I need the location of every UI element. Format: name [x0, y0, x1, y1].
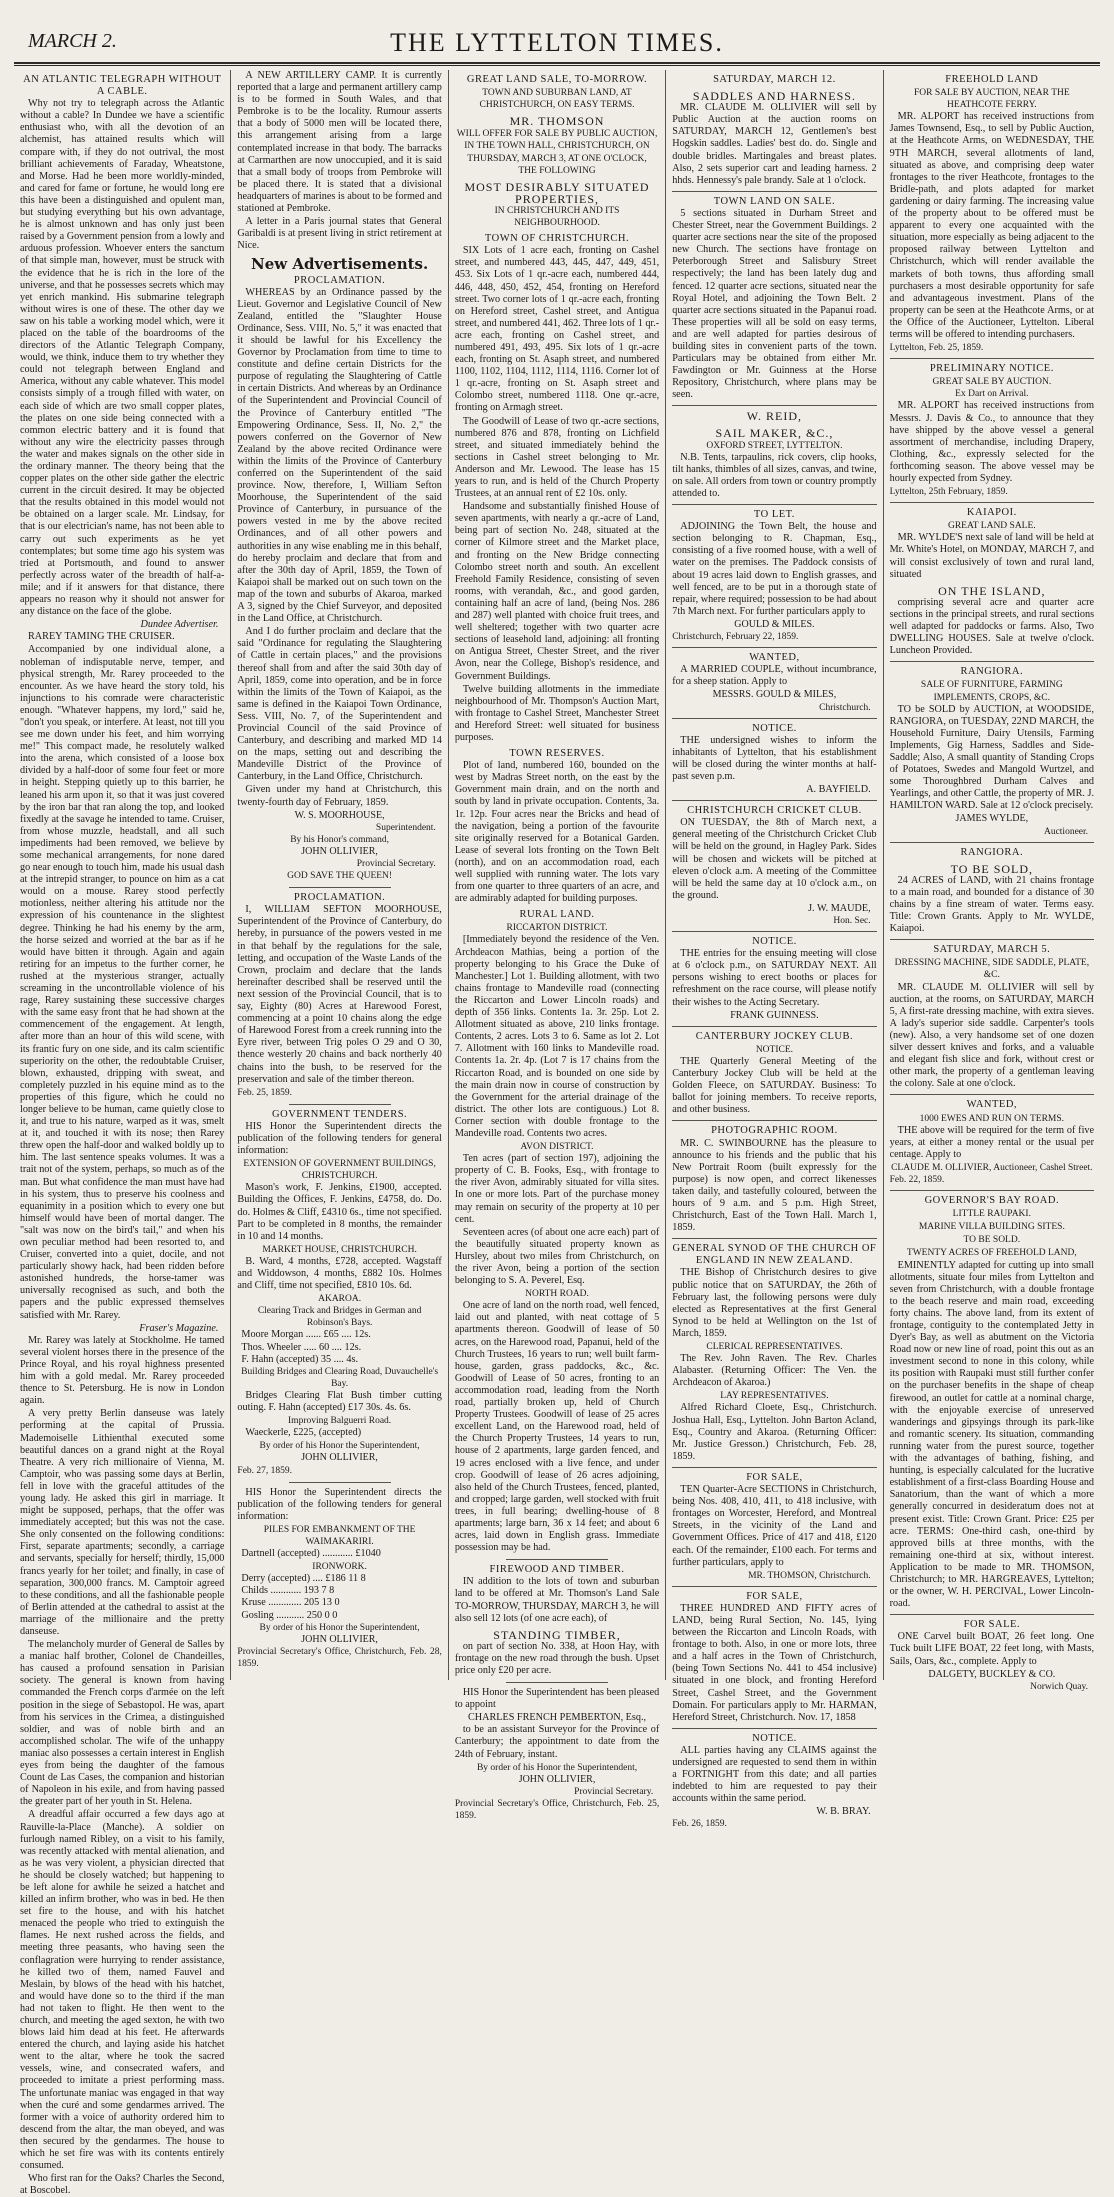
- ad-body: MR. C. SWINBOURNE has the pleasure to announce to his friends and the public that his New Portrait Room (built expressly for the purpose) is now open, and correct likenesses taken daily, and tastefully coloured, between the hours of 9 a.m. and 5 p.m. High Street, Christchurch, East of the Town Hall. March 1, 1859.: [672, 1137, 877, 1234]
- ad-body: 5 sections situated in Durham Street and Chester Street, near the Government Buildings. 2 quarter acre sections near the site of the proposed new Church. The sections have frontage on Peterborough Street and Salisbury Street respectively; the land has been lately dug and fenced. 12 quarter acre sections, situated near the Royal Hotel, and adjoining the Town Belt. 2 quarter acre sections situated in the Papanui road. These properties will all be sold on easy terms, and are well adapted for parties desirous of building sites in convenient parts of the town. Particulars may be obtained from either Mr. Fawdington or Mr. Guinness at the Horse Repository, Christchurch, where plans may be seen.: [672, 207, 877, 401]
- ad-body: THE above will be required for the term of five years, at either a money rental or the usual per centage. Apply to: [889, 1124, 1095, 1160]
- notice-subheading: Building Bridges and Clearing Road, Duvauchelle's Bay.: [241, 1366, 439, 1389]
- signature-title: Provincial Secretary.: [356, 859, 436, 869]
- divider: [672, 800, 876, 801]
- ad-heading: NOTICE.: [752, 1732, 797, 1744]
- ad-body: [Immediately beyond the residence of the Ven. Archdeacon Mathias, being a portion of the property belonging to his Grace the Duke of Manchester.] Lot 1. Building allotment, with two chains frontage to Mandeville road (connecting the Riccarton and Lower Lincoln roads) and depth of 356 links. Contents 1a. 3r. 25p. Lot 2. Allotment situated as above, 210 links frontage. Contents, 2 acres. Lots 3 to 6. Same as lot 2. Lot 7. Allotment with 160 links to Mandeville road. Contents 1a. 2r. 4p. (Lot 7 is 17 chains from the Riccarton Road, and is bounded on one side by the main drain now in course of construction by the Government for the arterial drainage of the district. The other lots are contiguous.) Lot 8. Corner section with double frontage to the Mandeville road. Contents two acres.: [454, 934, 660, 1139]
- signature: MESSRS. GOULD & MILES,: [712, 689, 837, 701]
- signature: FRANK GUINNESS.: [730, 1009, 819, 1021]
- divider: [890, 842, 1094, 843]
- ad-heading: SADDLES AND HARNESS.: [692, 89, 856, 104]
- ad-subheading: FOR SALE BY AUCTION, NEAR THE HEATHCOTE FERRY.: [913, 88, 1070, 111]
- ad-body: MR. ALPORT has received instructions from James Townsend, Esq., to sell by Public Auction, at the Heathcote Arms, on WEDNESDAY, THE 9TH MARCH, several allotments of land, situated as above, and comprising deep water frontages to the river Heathcote, frontages to the Bridle-path, and plots adapted for market gardening or dairy farming. The increasing value of the property about to be offered must be apparent to every one acquainted with the situation, more especially as being adjacent to the proposed railway between Lyttelton and Christchurch, which will render available the markets of both towns, thus affording small purchasers a most desirable opportunity for safe and advantageous investment. Plans of the property can be seen at the Heathcote Arms, or at the Office of the Auctioneer, Lyttelton. Liberal terms will be offered to intending purchasers.: [889, 111, 1095, 340]
- signature: CLAUDE M. OLLIVIER, Auctioneer, Cashel Street.: [891, 1162, 1093, 1173]
- signature: DALGETY, BUCKLEY & CO.: [928, 1668, 1056, 1680]
- notice-heading: PROCLAMATION.: [293, 274, 386, 286]
- ad-heading: WANTED,: [966, 1099, 1018, 1111]
- ad-heading: TO BE SOLD,: [950, 861, 1034, 876]
- ad-body: MR. CLAUDE M. OLLIVIER will sell by Public Auction at the auction rooms on SATURDAY, MARCH 12, Gentlemen's best Hogskin saddles. Ladies' best do. do. Single and double bridles. Martingales and breast plates. Also, 2 sets superior cart and leading harness. 2 hhds. Hennessy's pale brandy. Sale at 1 o'clock.: [672, 102, 877, 186]
- notice-body: to be an assistant Surveyor for the Province of Canterbury; the appointment to date from the 24th of February, instant.: [454, 1724, 660, 1760]
- divider: [672, 718, 876, 719]
- ad-subheading: NOTICE.: [755, 1044, 794, 1055]
- divider: [890, 502, 1094, 503]
- divider: [890, 1190, 1094, 1191]
- ad-date: Lyttelton, Feb. 25, 1859.: [889, 343, 984, 354]
- ad-heading: FOR SALE,: [746, 1471, 803, 1483]
- ad-body: The Goodwill of Lease of two qr.-acre sections, numbered 876 and 878, fronting on Lichfield street, and situated immediately behind the sections in Cashel street belonging to Mr. Anderson and Mr. Lewood. The lease has 15 years to run, and is held of the Church Property Trustees, at an annual rent of £2 10s. only.: [454, 415, 660, 500]
- ad-subheading: TO BE SOLD.: [963, 1235, 1021, 1246]
- divider: [289, 1482, 391, 1483]
- ad-body: comprising several acre and quarter acre sections in the principal streets, and rural sections well adapted for paddocks or farms. Also, Two DWELLING HOUSES. Sale at twelve o'clock. Luncheon Provided.: [889, 596, 1095, 657]
- ad-heading: SAIL MAKER, &C.,: [715, 425, 834, 440]
- signature: A. BAYFIELD.: [806, 784, 871, 796]
- article-source: Dundee Advertiser.: [140, 619, 219, 631]
- ad-body: Twelve building allotments in the immediate neighbourhood of Mr. Thompson's Auction Mart, with frontage to Cashel Street, Manchester Street and Hereford Street: well situated for business purposes.: [454, 683, 660, 743]
- ad-body: Seventeen acres (of about one acre each) part of the beautifully situated property known as Hursley, about two miles from Christchurch, on the river Avon, being a portion of the section belonging to S. A. Peverel, Esq.: [454, 1226, 660, 1287]
- ad-body: THE entries for the ensuing meeting will close at 6 o'clock p.m., on SATURDAY NEXT. All persons wishing to erect booths or places for refreshment on the race course, will please notify their wishes to the Acting Secretary.: [672, 948, 877, 1008]
- ad-line: Ex Dart on Arrival.: [955, 389, 1029, 400]
- article-heading: AN ATLANTIC TELEGRAPH WITHOUT A CABLE.: [23, 74, 222, 98]
- ad-heading: W. REID,: [746, 409, 803, 424]
- ad-subheading: OXFORD STREET, LYTTELTON.: [706, 440, 843, 451]
- ad-subheading: CLERICAL REPRESENTATIVES.: [706, 1342, 843, 1352]
- ad-heading: SATURDAY, MARCH 5.: [933, 944, 1051, 956]
- divider: [506, 1682, 608, 1683]
- signature-title: Hon. Sec.: [833, 916, 871, 926]
- order-line: By order of his Honor the Superintendent,: [259, 1622, 420, 1633]
- ad-body: ALL parties having any CLAIMS against the undersigned are requested to send them in within a FORTNIGHT from this date; and all parties indebted to him are requested to pay their accounts within the same period.: [672, 1744, 877, 1805]
- notice-body: I, WILLIAM SEFTON MOORHOUSE, Superintendent of the Province of Canterbury, do hereby, in pursuance of the powers vested in me in that behalf by the regulations for the sale, letting, and occupation of the Waste Lands of the Crown, proclaim and declare that the lands hereinafter described shall be reserved until the next session of the Provincial Council, that is to say, Eighty (80) Acres at Harewood Forest, commencing at a point 10 chains along the edge of Harewood Forest from a creek running into the Eyre river, between Trig poles O 29 and O 30, thence westerly 20 chains and back northerly 40 chains into the bush, to be reserved for the preservation and sale of the timber thereon.: [237, 904, 442, 1085]
- ad-subheading: RURAL LAND.: [519, 909, 595, 921]
- ad-heading: PHOTOGRAPHIC ROOM.: [711, 1125, 838, 1137]
- divider: [289, 887, 391, 888]
- divider: [289, 1104, 391, 1105]
- divider: [672, 1586, 876, 1587]
- ad-body: SIX Lots of 1 acre each, fronting on Cashel street, and numbered 443, 445, 447, 449, 451, 453. Six Lots of 1 qr.-acre each, numbered 444, 446, 448, 450, 452, 454, fronting on Hereford street. Two corner lots of 1 qr.-acre each, fronting on Hereford street, Cashel street, and Antigua street, and numbered 441, 462. Three lots of 1 qr.-acre each, fronting on Cashel street, and numbered 491, 493, 495. Six lots of 1 qr.-acre each, fronting on St. Asaph street, and numbered 1100, 1102, 1104, 1112, 1114, 1116. Corner lot of 1 qr.-acre, fronting on St. Asaph street and Colombo street, numbered 1118. One qr.-acre, fronting on Armagh street.: [454, 245, 660, 414]
- column-5: [884, 70, 1100, 1692]
- ad-heading: FIREWOOD AND TIMBER.: [489, 1564, 625, 1576]
- issue-date: MARCH 2.: [28, 30, 117, 52]
- ad-body: One acre of land on the north road, well fenced, laid out and planted, with neat cottage of 5 apartments thereon. Goodwill of lease of 50 acres, on the Harewood road, Papanui, held of the Church Trustees, 16 years to run; well built farm-house, garden, grass paddocks, &c., &c. Goodwill of Lease of 50 acres, fronting to an accommodation road, leading from the North road, partially broken up, held of Church Property Trustees. Goodwill of lease of 25 acres excellent Land, on the Harewood road, held of the Church Property Trustees, 14 years to run, house of 2 apartments, large garden fenced, and 19 acres enclosed with a live fence, and under crop. Goodwill of lease of 26 acres adjoining, also held of the Church Trustees, fenced, planted, and cropped; large garden, well stocked with fruit trees, in full bearing; dwelling-house of 8 apartments; large barn, 36 x 14 feet; and about 6 acres, laid down in English grass. Immediate possession may be had.: [454, 1300, 660, 1554]
- tender-list: [237, 1548, 441, 1560]
- signature: MR. THOMSON, Christchurch.: [748, 1570, 871, 1581]
- ad-heading: CANTERBURY JOCKEY CLUB.: [695, 1030, 854, 1042]
- article-body: Accompanied by one individual alone, a nobleman of indisputable nerve, temper, and physical strength, Mr. Rarey proceeded to the encounter. As we have heard the story told, his injunctions to his comrade were characteristic enough. "Whatever happens, my lord," said he, "don't you speak, or interfere. At least, not till you see me down under his feet, and him worrying me!" This compact made, he resolutely walked into the arena, which consisted of a loose box divided by a half-door of some four feet or more in height. Stepping quietly up to this barrier, he leaned his arm upon it, so that it was just covered by the iron bar that ran along the top, and looked fixedly at the savage he intended to tame. Cruiser, from whose muzzle, headstall, and all such impediments had been removed, we believe by some mechanical arrangements, for none dared go near enough to touch him, made his usual dash at the intrepid stranger, to pounce on him as a cat would on a mouse. Rarey stood perfectly motionless, neither altering his attitude nor the expression of his countenance in the slightest degree. Thinking he had his enemy by the arm, the horse seized and worried at the bar as if he would have bitten it through. Again and again retiring for an impetus to the further corner, he rushed at the mysterious stranger, actually screaming in the uncontrollable violence of his rage, Rarey sustaining these successive charges with the same easy front that he had shown at the commencement of the engagement. At length, after more than an hour of this wild scene, with its frantic fury on one side, and its calm scientific superiority on the other, the redoubtable Cruiser, blown, exhausted, dripping with sweat, and completely puzzled in his equine mind as to the properties of this figure, which he could no longer believe to be human, came quietly close to it, and true to his nature, warped as it was, smelt at it, and touched it with its nose; then Rarey threw open the half-door and walked boldly up to him. The last sentence speaks volumes. It was a trait not of the system, perhaps, so much as of the man. But what confidence the man must have had in his system, thus to preserve his coolness and equanimity in a position which to every one but himself would have been of mortal danger. The "salt was now on the bird's tail," and when his own peculiar method had been resorted to, and Cruiser, converted into a quiet, docile, and not particularly showy hack, had been ridden before astonished hundreds, the horse-tamer was universally recognised as such, and both the papers and the public expressed themselves satisfied with Mr. Rarey.: [20, 644, 225, 1321]
- ad-body: Ten acres (part of section 197), adjoining the property of C. B. Fooks, Esq., with frontage to the river Avon, admirably situated for villa sites. In one or more lots. Part of the purchase money may remain on security of the property at 10 per cent.: [454, 1153, 660, 1225]
- ad-date: Christchurch, February 22, 1859.: [672, 632, 799, 643]
- divider: [890, 1614, 1094, 1615]
- article-body: Mr. Rarey was lately at Stockholme. He tamed several violent horses there in the presence of the Prince Royal, and his royal highness presented him with a gold medal. Mr. Rarey proceeded thence to St. Petersburg. He is now in London again.: [20, 1334, 225, 1407]
- order-line: By order of his Honor the Superintendent,: [259, 1441, 420, 1452]
- ad-heading: WANTED,: [749, 652, 800, 664]
- signature: JOHN OLLIVIER,: [301, 845, 378, 857]
- ad-heading: PRELIMINARY NOTICE.: [929, 363, 1054, 375]
- article-body: A NEW ARTILLERY CAMP. It is currently reported that a large and permanent artillery camp is to be formed in South Wales, and that Pembroke is to be the locality. Rumour asserts that a body of 5000 men will be located there, this arrangement arising from a large contemplated increase in that body. The barracks at Carmarthen are now unoccupied, and it is said that a small body of troops from Pembroke will be placed there. It is stated that a divisional headquarters of marines is about to be formed and stationed at Pembroke.: [237, 70, 442, 215]
- signature: W. B. BRAY.: [816, 1806, 871, 1818]
- article-heading-inline: RAREY TAMING THE CRUISER.: [28, 631, 175, 643]
- notice-subheading: PILES FOR EMBANKMENT OF THE WAIMAKARIRI.: [263, 1524, 416, 1547]
- ad-subheading: 1000 EWES AND RUN ON TERMS.: [919, 1113, 1065, 1124]
- notice-heading: PROCLAMATION.: [293, 892, 386, 904]
- ad-heading: RANGIORA.: [960, 666, 1024, 678]
- notice-subheading: Clearing Track and Bridges in German and Robinson's Bays.: [257, 1306, 422, 1329]
- divider: [506, 1559, 608, 1560]
- divider: [672, 1120, 876, 1121]
- ad-subheading: AVON DISTRICT.: [520, 1142, 594, 1153]
- notice-subheading: MARKET HOUSE, CHRISTCHURCH.: [262, 1244, 417, 1255]
- article-source: Fraser's Magazine.: [139, 1322, 219, 1334]
- masthead-rule: [14, 64, 1100, 66]
- ad-heading: NOTICE.: [752, 722, 797, 734]
- column-1: [14, 70, 231, 2197]
- ad-body: 24 ACRES of LAND, with 21 chains frontage to a main road, and bounded for a distance of 30 chains by a fine stream of water. Terms easy. Title: Crown Grants. Apply to Mr. WYLDE, Kaiapoi.: [889, 874, 1095, 935]
- signature-title: Auctioneer.: [1043, 826, 1089, 837]
- ad-body: MR. CLAUDE M. OLLIVIER will sell by auction, at the rooms, on SATURDAY, MARCH 5, A first-rate dressing machine, with extra sieves. A lady's superior side saddle. Carpenter's tools (new). Also, a very handsome set of one dozen silver dessert knives and forks, and a valuable and elegant fish slice and fork, without crest or other mark, the property of a gentleman leaving the colony. Sale at one o'clock.: [889, 981, 1095, 1090]
- signature: GOULD & MILES.: [734, 618, 815, 630]
- appointee-name: CHARLES FRENCH PEMBERTON, Esq.,: [467, 1712, 647, 1724]
- ad-subheading: TOWN AND SUBURBAN LAND, AT CHRISTCHURCH, ON EASY TERMS.: [479, 88, 635, 111]
- divider: [672, 504, 876, 505]
- signature: W. S. MOORHOUSE,: [294, 809, 385, 821]
- signature: J. W. MAUDE,: [808, 902, 871, 914]
- ad-heading: MOST DESIRABLY SITUATED PROPERTIES,: [464, 179, 650, 206]
- ad-body: MR. ALPORT has received instructions from Messrs. J. Davis & Co., to announce that they have shipped by the above vessel a general assortment of merchandise, including Drapery, Clothing, &c., expressly selected for the forthcoming season. The above vessel may be hourly expected from Sydney.: [889, 400, 1095, 484]
- ad-heading: FOR SALE.: [963, 1619, 1021, 1631]
- ad-subheading: GREAT LAND SALE.: [947, 521, 1036, 532]
- ad-heading: KAIAPOI.: [966, 507, 1017, 519]
- ad-subheading: RICCARTON DISTRICT.: [506, 923, 608, 934]
- masthead: [14, 28, 1100, 64]
- article-body: Why not try to telegraph across the Atlantic without a cable? In Dundee we have a scientific enthusiast who, with all the devotion of an alchemist, has attained results which will compare with, if they do not outrival, the most brilliant achievements of Faraday, Wheatstone, and Morse. Had he been more worldly-minded, and cared for fame or fortune, he would long ere this have been a distinguished and opulent man, but studying everything but his own advantage, he is almost unknown and has only just been raised by a Government pension from a lowly and arduous profession. Whoever enters the sanctum of that simple man, however, must be struck with the evidence that he is rich in the lore of the universe, and that he possesses secrets which may yet enrich mankind. His submarine telegraph without wires is one of these. The other day we saw on his table a working model which, were it placed on the table of the boardrooms of the directors of the Atlantic Telegraph Company, would, we think, induce them to try whether they could not telegraph between England and America, without any cable whatever. This model consists simply of a trough filled with water, on each side of which are two small copper plates, the plates on one side being connected with a common electric battery and it is found that without any wire the electricity passes through the water and makes signals on the other side in the ordinary manner. The theory being that the copper plates on the other side gather the electric current in the circuit desired. It may be objected that the results obtained in this model would not be obtained on a larger scale. Mr. Lindsay, for that is our electrician's name, has not been able to carry out such experiments as he yet contemplates; but some time ago his system was tried at Portsmouth, and found to answer perfectly across water of the breadth of half-a-mile; and if it answers for that distance, there appears no reason why it should not answer for any distance on the face of the globe.: [20, 98, 225, 618]
- tender-list: [237, 1573, 441, 1621]
- ad-heading: CHRISTCHURCH CRICKET CLUB.: [687, 805, 862, 817]
- ad-heading: GREAT LAND SALE, TO-MORROW.: [466, 74, 648, 85]
- article-body: A very pretty Berlin danseuse was lately performing at the capital of Prussia. Mademoiselle Lithienthal executed some beautiful dances on a grand night at the Royal Theatre. A very rich millionaire of Vienna, M. Camptoir, who was passing some days at Berlin, fell in love with the graceful attitudes of the young lady. He asked this girl in marriage. It might be supposed, perhaps, that the offer was immediately accepted; but this was not the case. She only consented on the following conditions: First, separate apartments; secondly, a carriage and servants, specially for herself; thirdly, 15,000 francs yearly for her toilet; and finally, in case of separation, 300,000 francs. M. Camptoir agreed to these conditions, and all the fashionable people of Berlin attended at the cathedral to assist at the marriage of the millionaire and the pretty danseuse.: [20, 1408, 225, 1637]
- newspaper-title: THE LYTTELTON TIMES.: [390, 28, 724, 57]
- ad-body: THE Bishop of Christchurch desires to give public notice that on SATURDAY, the 26th of February last, the following persons were duly elected as Representatives at the first General Synod to be held at Wellington on the 1st of March, 1859.: [672, 1267, 877, 1339]
- signature: JAMES WYLDE,: [955, 813, 1029, 825]
- column-2: [231, 70, 448, 1680]
- divider: [890, 939, 1094, 940]
- divider: [672, 191, 876, 192]
- notice-subheading: Improving Balguerri Road.: [288, 1416, 392, 1427]
- ad-date: Feb. 26, 1859.: [672, 1819, 727, 1830]
- article-body: A dreadful affair occurred a few days ago at Rauville-la-Place (Manche). A soldier on furlough named Ribley, on a visit to his family, was recently attacked with mental alienation, and as he was very violent, a physician directed that he should be closely watched; but happening to be left alone for awhile he seized a hatchet and killed an infirm brother, who was in bed. He then set fire to the house, and with his hatchet menaced the people who tried to extinguish the flames. He next rushed across the fields, and meeting three peasants, who having seen the conflagration were hurrying to render assistance, he killed two of them, named Fauvel and Meslain, by blows of the head with his hatchet, and would have done so to the third if the man had not taken to flight. He then went to the church, and meeting the aged sexton, he with two blows laid him dead at his feet. He afterwards entered the church, and laying aside his hatchet went to the altar, where he took the sacred vessels, wine, and consecrated wafers, and proceeded to imitate a priest performing mass. The unfortunate maniac was engaged in that way when the curé and some gendarmes arrived. The former with a voice of authority ordered him to descend from the altar, the man obeyed, and was then secured by the gendarmes. The house to which he set fire was with its contents entirely consumed.: [20, 1809, 225, 2172]
- ad-subheading: DRESSING MACHINE, SIDE SADDLE, PLATE, &C.: [894, 958, 1090, 981]
- command-line: By his Honor's command,: [290, 834, 390, 845]
- column-3: [449, 70, 666, 1822]
- ad-body: Handsome and substantially finished House of seven apartments, with nearly a qr.-acre of Land, being part of section No. 248, situated at the corner of Kilmore street and the Market place, and fronting on the New Bridge connecting Colombo street north and south. An excellent Freehold Family Residence, consisting of seven rooms, with verandah, &c., and good garden, containing half an acre of land, (being Nos. 286 and 287) well planted with choice fruit trees, and well sheltered; together with two quarter acre sections of leasehold land, adjoining: all fronting on Antigua Street, Chester Street, and the river Avon, near the College, Bishop's residence, and Government Buildings.: [454, 501, 660, 682]
- article-body: The melancholy murder of General de Salles by a maniac half brother, Colonel de Chandeilles, has caused a profound sensation in Parisian society. The general is known from having commanded the French corps d'armée on the left position in the siege of Sebastopol. He was, apart from his services in the Crimea, a distinguished soldier, and was of noble birth and an accomplished scholar. The wife of the unhappy maniac also possesses a certain interest in English eyes from being the daughter of the famous Count de Las Cases, the companion and historian of Napoleon in his exile, and from having passed the greater part of her youth in St. Helena.: [20, 1639, 225, 1808]
- ad-body: ON TUESDAY, the 8th of March next, a general meeting of the Christchurch Cricket Club will be held on the ground, in Hagley Park. Sides will be chosen and wickets will be pitched at eleven o'clock a.m. A meeting of the Committee will be held the same day at 10 o'clock a.m., on the ground.: [672, 817, 877, 901]
- divider: [672, 647, 876, 648]
- tender-row: Gosling ........... 250 0 0: [241, 1609, 338, 1621]
- signature: JOHN OLLIVIER,: [518, 1773, 596, 1785]
- notice-body: Mason's work, F. Jenkins, £1900, accepted. Building the Offices, F. Jenkins, £4758, do. Do. do. Holmes & Cliff, £4310 6s., time not specified. Part to be completed in 8 months, the remainder in 10 and 14 months.: [237, 1182, 442, 1242]
- ad-body: A MARRIED COUPLE, without incumbrance, for a sheep station. Apply to: [672, 664, 877, 688]
- divider: [672, 1728, 876, 1729]
- ad-date: Lyttelton, 25th February, 1859.: [889, 487, 1008, 498]
- closing-line: GOD SAVE THE QUEEN!: [287, 871, 393, 882]
- notice-body: HIS Honor the Superintendent directs the publication of the following tenders for general information:: [237, 1120, 442, 1157]
- ad-body: N.B. Tents, tarpaulins, rick covers, clip hooks, tilt hanks, thimbles of all sizes, canvas, and twine, on sale. All orders from town or country promptly attended to.: [672, 451, 877, 499]
- ad-heading: ON THE ISLAND,: [938, 583, 1046, 598]
- ad-heading: GOVERNOR'S BAY ROAD.: [924, 1195, 1060, 1207]
- signature: JOHN OLLIVIER,: [301, 1633, 378, 1645]
- notice-date: Feb. 27, 1859.: [237, 1465, 293, 1476]
- signature-title: Christchurch.: [819, 702, 871, 713]
- ad-body: THE undersigned wishes to inform the inhabitants of Lyttelton, that his establishment will be closed during the winter months at half-past seven p.m.: [672, 734, 877, 782]
- ad-heading: NOTICE.: [752, 936, 797, 948]
- ad-subheading: NORTH ROAD.: [525, 1289, 589, 1300]
- ad-body: ONE Carvel built BOAT, 26 feet long. One Tuck built LIFE BOAT, 22 feet long, with Masts, Sails, Oars, &c., complete. Apply to: [889, 1631, 1095, 1667]
- order-line: By order of his Honor the Superintendent,: [476, 1762, 638, 1773]
- notice-heading: GOVERNMENT TENDERS.: [272, 1108, 408, 1120]
- tender-row: Kruse ............. 205 13 0: [241, 1597, 340, 1609]
- divider: [672, 405, 876, 406]
- signature-title: Superintendent.: [375, 822, 436, 833]
- ad-subheading: SALE OF FURNITURE, FARMING IMPLEMENTS, CROPS, &C.: [920, 680, 1063, 703]
- ad-body: Alfred Richard Cloete, Esq., Christchurch. Joshua Hall, Esq., Lyttelton. John Barton Acland, Esq., Country and Akaroa. (Returning Officer: Mr. Justice Gresson.) Christchurch, Feb. 28, 1859.: [672, 1402, 877, 1462]
- tender-row: Thos. Wheeler ..... 60 .... 12s.: [241, 1341, 362, 1353]
- notice-body: And I do further proclaim and declare that the said "Ordinance for regulating the Slaughtering of Cattle in certain places," and the provisions thereof shall from and after the said 30th day of April, 1859, come into operation, and be in force within the limits of the Town of Kaiapoi, as the same is defined in the Kaiapoi Town Ordinance, Sess. VIII, No. 7, of the Superintendent and Provincial Council of the said Province of Canterbury, and describing and marked MD 14 on the maps, setting out and describing the Mandeville District of the Province of Canterbury, in the Land Office, Christchurch.: [237, 626, 442, 783]
- divider: [890, 358, 1094, 359]
- tender-list: [237, 1329, 441, 1365]
- ad-heading: RANGIORA.: [960, 846, 1024, 858]
- ad-subheading: LAY REPRESENTATIVES.: [720, 1391, 829, 1402]
- notice-subheading: EXTENSION OF GOVERNMENT BUILDINGS, CHRISTCHURCH.: [243, 1159, 436, 1182]
- notice-body: Waeckerle, £225, (accepted): [245, 1427, 362, 1439]
- article-body: A letter in a Paris journal states that General Garibaldi is at present living in strict retirement at Nice.: [237, 216, 442, 252]
- ad-subheading: MARINE VILLA BUILDING SITES.: [918, 1222, 1065, 1233]
- tender-row: F. Hahn (accepted) 35 .... 4s.: [241, 1353, 358, 1365]
- divider: [672, 1467, 876, 1468]
- signature-title: Norwich Quay.: [1030, 1681, 1089, 1692]
- ad-heading: TO LET.: [753, 509, 795, 521]
- column-4: [666, 70, 883, 1830]
- ad-heading: TOWN LAND ON SALE.: [713, 195, 836, 207]
- ad-body: on part of section No. 338, at Hoon Hay, with frontage on the new road through the bush. Upset price only £20 per acre.: [454, 1640, 660, 1676]
- office-line: Provincial Secretary's Office, Christchurch, Feb. 28, 1859.: [237, 1646, 442, 1669]
- ad-body: ADJOINING the Town Belt, the house and section belonging to R. Chapman, Esq., consisting of a five roomed house, with a well of water on the premises. The Paddock consists of about 19 acres laid down to English grasses, and well fenced, are to be put in a thorough state of repair, where required; possession to be had about 7th March next. For further particulars apply to: [672, 521, 877, 617]
- ad-body: TEN Quarter-Acre SECTIONS in Christchurch, being Nos. 408, 410, 411, to 418 inclusive, with frontages on Worcester, Hereford, and Montreal Streets, in the vicinity of the Land and Government Offices. Price of 417 and 418, £120 each. Of the remainder, £100 each. For terms and further particulars, apply to: [672, 1484, 877, 1568]
- ad-heading: SATURDAY, MARCH 12.: [713, 74, 836, 85]
- ad-line: THE FOLLOWING: [518, 165, 596, 176]
- ad-heading: STANDING TIMBER,: [493, 1627, 621, 1642]
- ad-body: TO be SOLD by AUCTION, at WOODSIDE, RANGIORA, on TUESDAY, 22ND MARCH, the Household Furniture, Dairy Utensils, Farming Implements, Gig Harness, Saddles and Side-Saddle; Also, A small quantity of Standing Crops of Potatoes, Swedes and Mangold Wurtzel, and some Thoroughbred Durham Calves and Yearlings, and other Cattle, the property of MR. J. HAMILTON WARD. Sale at 12 o'clock precisely.: [889, 703, 1095, 812]
- article-body: Who first ran for the Oaks? Charles the Second, at Boscobel.: [20, 2173, 225, 2197]
- notice-body: HIS Honor the Superintendent directs the publication of the following tenders for general information:: [237, 1486, 442, 1522]
- tender-row: Moore Morgan ...... £65 .... 12s.: [241, 1329, 371, 1341]
- ad-heading: GENERAL SYNOD OF THE CHURCH OF ENGLAND IN NEW ZEALAND.: [672, 1243, 877, 1267]
- ad-subheading: TOWN RESERVES.: [509, 748, 605, 760]
- tender-row: Dartnell (accepted) ............ £1040: [241, 1548, 381, 1560]
- ad-subheading: WILL OFFER FOR SALE BY PUBLIC AUCTION, IN THE TOWN HALL, CHRISTCHURCH, ON THURSDAY, MARCH 3, AT ONE O'CLOCK,: [456, 129, 658, 164]
- divider: [672, 1238, 876, 1239]
- ad-body: THE Quarterly General Meeting of the Canterbury Jockey Club will be held at the Golden Fleece, on SATURDAY. Business: To ballot for joining members. To receive reports, and other business.: [672, 1055, 877, 1116]
- ad-subheading: TOWN OF CHRISTCHURCH.: [484, 233, 630, 245]
- columns: [14, 70, 1100, 2197]
- section-banner: New Advertisements.: [251, 255, 429, 274]
- ad-body: EMINENTLY adapted for cutting up into small allotments, situate four miles from Lyttelton and seven from Christchurch, with a double frontage to the beach reserve and main road, exceeding forty chains. The above land, from its extent of frontage, contiguity to the contemplated Jetty in Dyer's Bay, as well as abutment on the Victoria Road now or new line of road, point this out as an investment second to none in this colony, while its position with Raupaki must still further confer on the purchaser benefits in the shape of cheap firewood, an outlet for cattle at a nominal charge, with the enjoyable exercise of unreserved wanderings and gipsyings through its park-like and romantic scenery. Its situation, commanding running water from the purest source, together with the advantages of bathing, fishing, and hunting, is especially calculated for the lucrative establishment of a first-class Boarding House and Sanatorium, than the want of which a more generally concurred in desideratum does not at present exist. Title: Crown Grant. Price: £25 per acre. TERMS: One-third cash, one-third by approved bills at three months, with the remaining one-third at six, without interest. Application to be made to MR. THOMSON, Christchurch; to MR. HARGREAVES, Lyttelton; or the owner, W. H. PERCIVAL, Lower Lincoln-road.: [889, 1259, 1095, 1610]
- tender-row: Derry (accepted) .... £186 11 8: [241, 1573, 366, 1585]
- ad-body: Plot of land, numbered 160, bounded on the west by Madras Street north, on the east by the Government main drain, and on the north and south by land in private occupation. Contents, 3a. 1r. 12p. Four acres near the Bricks and head of the navigation, being a portion of the favourite site originally reserved for a Botanical Garden. Lease of several lots fronting on the Town Belt (north), and on an accommodation road, each well supplied with running water. The lots vary from one quarter to three quarters of an acre, and are admirably adapted for building purposes.: [454, 760, 660, 905]
- ad-date: Feb. 22, 1859.: [889, 1174, 945, 1185]
- notice-body: HIS Honor the Superintendent has been pleased to appoint: [454, 1687, 660, 1711]
- divider: [890, 1094, 1094, 1095]
- ad-subheading: GREAT SALE BY AUCTION.: [932, 377, 1052, 388]
- notice-subheading: IRONWORK.: [312, 1562, 367, 1573]
- ad-heading: FOR SALE,: [746, 1590, 803, 1602]
- notice-date: Feb. 25, 1859.: [237, 1087, 293, 1098]
- ad-heading: FREEHOLD LAND: [945, 74, 1039, 85]
- ad-body: THREE HUNDRED AND FIFTY acres of LAND, being Rural Section, No. 145, lying between the Riccarton and Lincoln Roads, with frontage to both. Also, in one or more lots, three and a half acres in the Town of Christchurch, (being Town Sections No. 441 to 454 inclusive) situated in one block, and fronting Hereford Street, Cashel Street, and the Government Domain. For particulars apply to Mr. HARMAN, Hereford Street, Christchurch. Nov. 17, 1858: [672, 1602, 877, 1723]
- notice-body: B. Ward, 4 months, £728, accepted. Wagstaff and Widdowson, 4 months, £882 10s. Holmes and Cliff, time not specified, £810 10s. 6d.: [237, 1255, 442, 1292]
- ad-body: The Rev. John Raven. The Rev. Charles Alabaster. (Returning Officer: The Ven. the Archdeacon of Akaroa.): [672, 1353, 877, 1389]
- signature: JOHN OLLIVIER,: [301, 1452, 378, 1464]
- auctioneer-name: MR. THOMSON: [509, 114, 605, 129]
- notice-body: Given under my hand at Christchurch, this twenty-fourth day of February, 1859.: [237, 784, 442, 808]
- notice-subheading: AKAROA.: [318, 1294, 362, 1305]
- ad-subheading: TWENTY ACRES OF FREEHOLD LAND,: [906, 1248, 1077, 1259]
- divider: [672, 1026, 876, 1027]
- ad-body: IN addition to the lots of town and suburban land to be offered at Mr. Thomson's Land Sale TO-MORROW, THURSDAY, MARCH 3, he will also sell 12 lots (of one acre each), of: [454, 1576, 660, 1624]
- signature-title: Provincial Secretary.: [574, 1786, 654, 1797]
- notice-body: WHEREAS by an Ordinance passed by the Lieut. Governor and Legislative Council of New Zealand, entitled the "Slaughter House Ordinance, Sess. VIII, No. 5," it was enacted that it should be lawful for his Excellency the Governor by Proclamation from time to time to constitute and define certain Districts for the purpose of regulating the Slaughtering of Cattle in certain Districts. And whereas by an Ordinance of the Superintendent and Provincial Council of the Province of Canterbury entitled "The Empowering Ordinance, Sess. II, No. 2," the powers conferred on the Governor of New Zealand by the above recited Ordinance were within the limits of the Province of Canterbury conferred on the Superintendent of the said province. Now, therefore, I, William Sefton Moorhouse, the Superintendent of the said Province of Canterbury, in pursuance of the powers vested in me by the above recited Ordinances, and of all other powers and authorities in any wise enabling me in this behalf, do hereby proclaim and declare that from and after the 30th day of April, 1859, the Town of Kaiapoi shall be marked out on such town on the map of the town and suburbs of Akaroa, marked A 3, signed by the Chief Surveyor, and deposited in the Land Office, at Christchurch.: [237, 286, 442, 625]
- divider: [672, 931, 876, 932]
- divider: [890, 661, 1094, 662]
- notice-body: Bridges Clearing Flat Bush timber cutting outing. F. Hahn (accepted) £17 30s. 4s. 6s.: [237, 1389, 442, 1414]
- ad-body: MR. WYLDE'S next sale of land will be held at Mr. White's Hotel, on MONDAY, MARCH 7, and will consist exclusively of town and rural land, situated: [889, 532, 1095, 580]
- ad-subheading: LITTLE RAUPAKI.: [952, 1209, 1031, 1220]
- ad-line: IN CHRISTCHURCH AND ITS NEIGHBOURHOOD.: [494, 205, 620, 229]
- tender-row: Childs ............ 193 7 8: [241, 1585, 335, 1597]
- office-line: Provincial Secretary's Office, Christchurch, Feb. 25, 1859.: [454, 1798, 660, 1822]
